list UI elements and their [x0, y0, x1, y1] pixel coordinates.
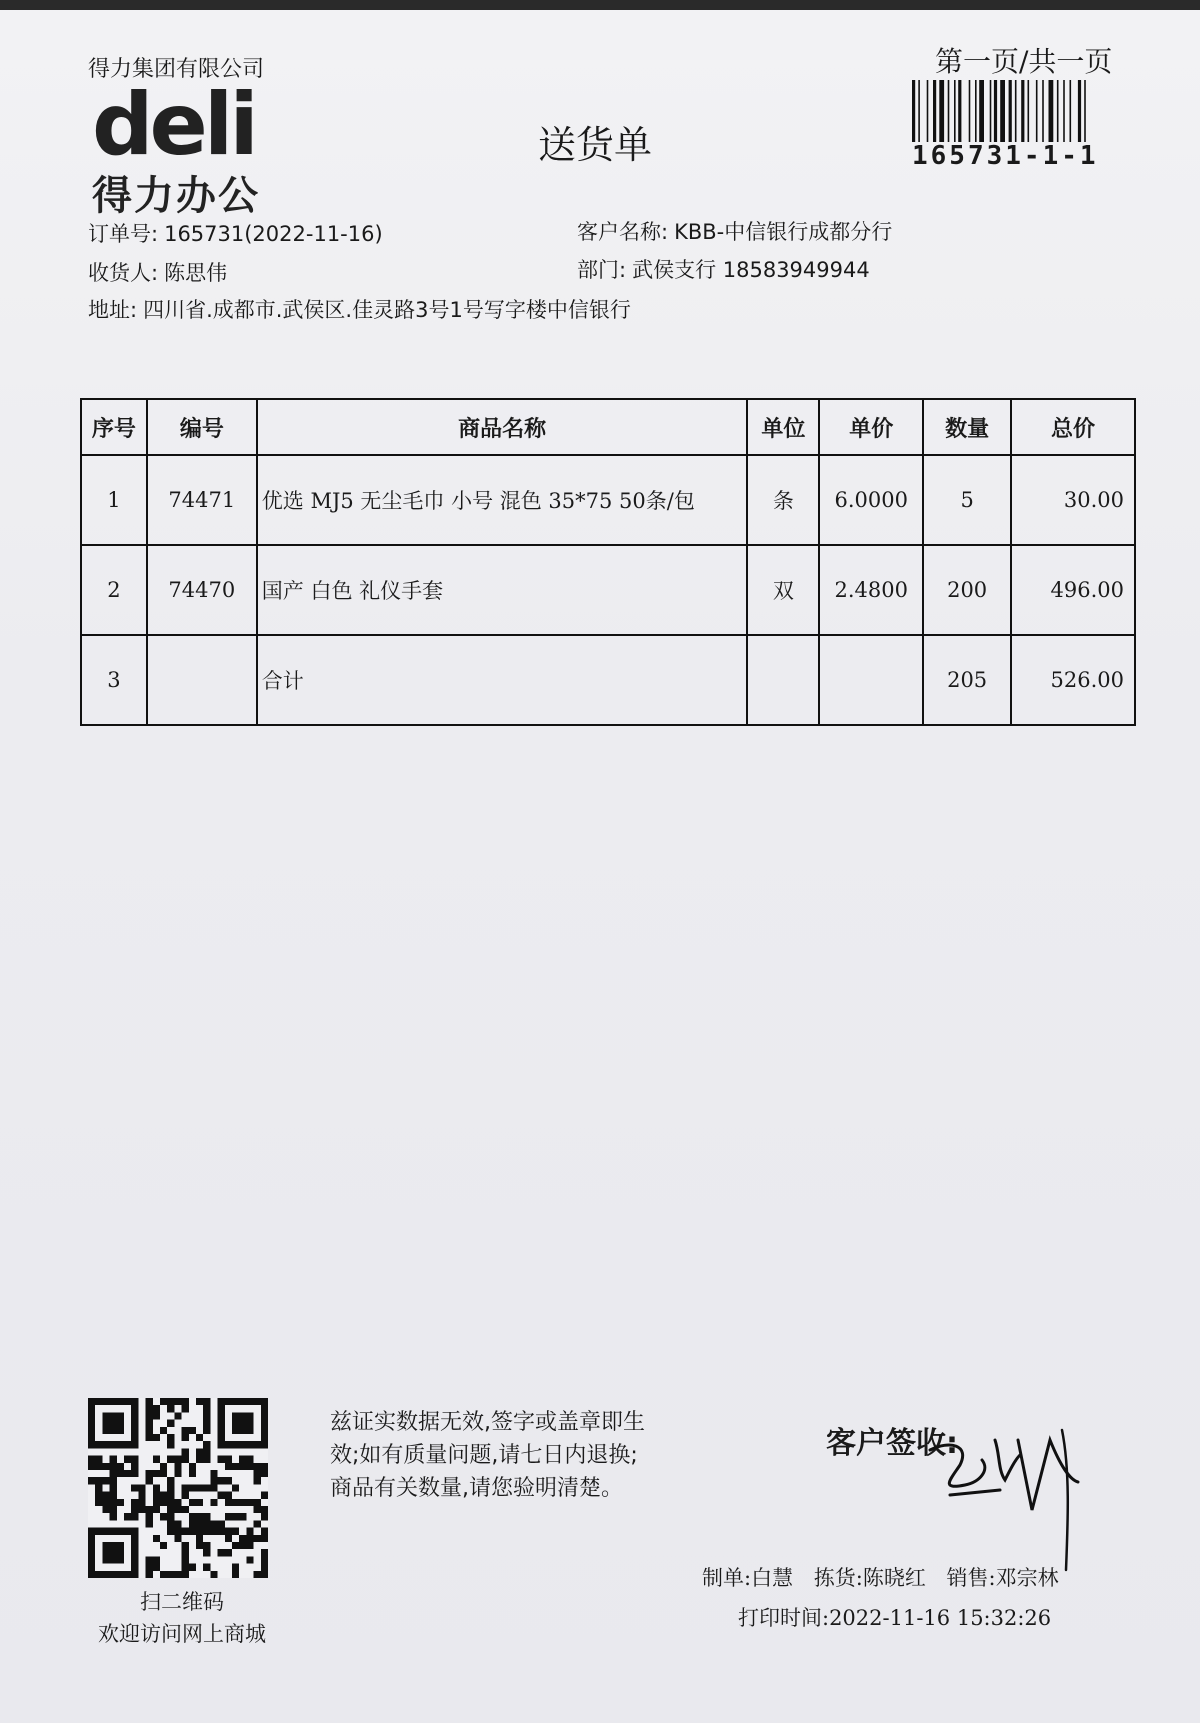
- goods-table: [80, 398, 1136, 726]
- cell-name: 国产 白色 礼仪手套: [257, 545, 748, 635]
- cell-unit: [747, 635, 819, 725]
- print-time: 打印时间:2022-11-16 15:32:26: [738, 1606, 1052, 1630]
- deli-logo: deli: [92, 75, 255, 175]
- address-label: 地址:: [88, 298, 138, 322]
- cell-code: [147, 635, 257, 725]
- column-header: 数量: [923, 399, 1011, 455]
- cell-seq: 3: [81, 635, 147, 725]
- handwritten-signature: [920, 1410, 1120, 1580]
- cell-code: 74470: [147, 545, 257, 635]
- table-row: [81, 635, 1135, 725]
- order-number-label: 订单号:: [88, 222, 159, 246]
- column-header: 序号: [81, 399, 147, 455]
- table-row: [81, 455, 1135, 545]
- receiver-label: 收货人:: [88, 261, 159, 285]
- customer-name: [577, 216, 892, 246]
- sales: 销售:邓宗林: [946, 1566, 1059, 1590]
- maker: 制单:白慧: [702, 1566, 794, 1590]
- customer-name-label: 客户名称:: [577, 220, 669, 244]
- table-row: [81, 545, 1135, 635]
- cell-name: 优选 MJ5 无尘毛巾 小号 混色 35*75 50条/包: [257, 455, 748, 545]
- address: [88, 294, 631, 324]
- cell-seq: 2: [81, 545, 147, 635]
- barcode-icon: [912, 80, 1130, 142]
- order-number-value: 165731(2022-11-16): [164, 222, 383, 246]
- column-header: 总价: [1011, 399, 1135, 455]
- cell-total: 30.00: [1011, 455, 1135, 545]
- qr-caption-line1: 扫二维码: [140, 1590, 224, 1614]
- cell-unit: 条: [747, 455, 819, 545]
- document-title: 送货单: [538, 123, 653, 167]
- delivery-note-sheet: [0, 10, 1200, 1723]
- customer-name-value: KBB-中信银行成都分行: [674, 220, 893, 244]
- cell-price: 2.4800: [819, 545, 923, 635]
- cell-code: 74471: [147, 455, 257, 545]
- notice-line: 效;如有质量问题,请七日内退换;: [330, 1443, 638, 1468]
- order-number: [88, 218, 383, 248]
- column-header: 商品名称: [257, 399, 748, 455]
- cell-name: 合计: [257, 635, 748, 725]
- cell-qty: 5: [923, 455, 1011, 545]
- receiver-value: 陈思伟: [164, 261, 228, 285]
- cell-seq: 1: [81, 455, 147, 545]
- cell-price: [819, 635, 923, 725]
- column-header: 单价: [819, 399, 923, 455]
- signature-label: 客户签收:: [826, 1426, 958, 1461]
- barcode-number: 165731-1-1: [912, 141, 1099, 171]
- address-value: 四川省.成都市.武侯区.佳灵路3号1号写字楼中信银行: [143, 298, 631, 322]
- page-info: 第一页/共一页: [935, 45, 1113, 78]
- notice-line: 商品有关数量,请您验明清楚。: [330, 1476, 623, 1501]
- department-label: 部门:: [577, 258, 627, 282]
- department: [577, 254, 870, 284]
- receiver: [88, 257, 227, 287]
- logo-chinese-text: 得力办公: [92, 173, 260, 219]
- qr-caption-line2: 欢迎访问网上商城: [98, 1622, 266, 1646]
- department-value: 武侯支行 18583949944: [632, 258, 870, 282]
- column-header: 编号: [147, 399, 257, 455]
- column-header: 单位: [747, 399, 819, 455]
- cell-price: 6.0000: [819, 455, 923, 545]
- table-header-row: [81, 399, 1135, 455]
- picker: 拣货:陈晓红: [813, 1566, 926, 1590]
- cell-qty: 200: [923, 545, 1011, 635]
- cell-total: 526.00: [1011, 635, 1135, 725]
- company-name: 得力集团有限公司: [88, 57, 265, 82]
- notice-text: [330, 1406, 750, 1505]
- staff-line: [702, 1562, 1073, 1592]
- notice-line: 兹证实数据无效,签字或盖章即生: [330, 1410, 645, 1435]
- qr-caption: [72, 1586, 292, 1650]
- qr-code-icon[interactable]: [88, 1398, 268, 1578]
- cell-unit: 双: [747, 545, 819, 635]
- cell-total: 496.00: [1011, 545, 1135, 635]
- cell-qty: 205: [923, 635, 1011, 725]
